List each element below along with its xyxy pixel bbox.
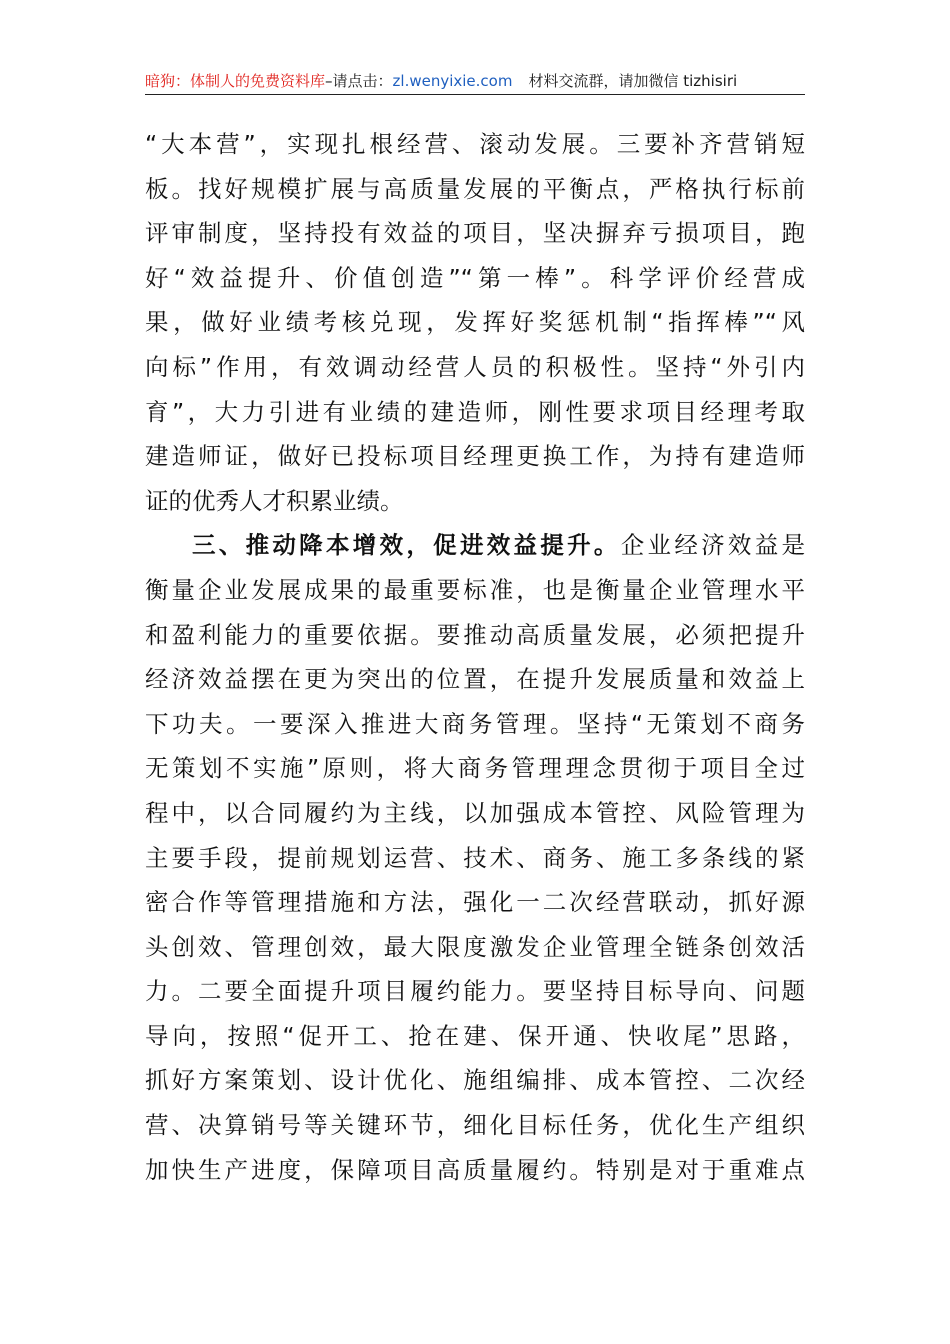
- text-line: 向标”作用，有效调动经营人员的积极性。坚持“外引内: [145, 352, 805, 381]
- paragraph-2: [145, 523, 805, 1192]
- text-line: 抓好方案策划、设计优化、施组编排、成本管控、二次经: [145, 1066, 805, 1095]
- paragraph-1: [145, 122, 805, 523]
- section-heading: 三、推动降本增效，促进效益提升。: [192, 531, 621, 560]
- header-site-name: 暗狗：体制人的免费资料库: [145, 72, 326, 90]
- header-contact: 材料交流群，请加微信 tizhisiri: [528, 72, 738, 90]
- text-line: 育”，大力引进有业绩的建造师，刚性要求项目经理考取: [145, 397, 805, 426]
- heading-continuation: 企业经济效益是: [620, 531, 806, 560]
- text-line: 建造师证，做好已投标项目经理更换工作，为持有建造师: [145, 442, 805, 471]
- text-line: 加快生产进度，保障项目高质量履约。特别是对于重难点: [145, 1155, 805, 1184]
- text-line: 主要手段，提前规划运营、技术、商务、施工多条线的紧: [145, 843, 805, 872]
- text-line: 无策划不实施”原则，将大商务管理理念贯彻于项目全过: [145, 754, 805, 783]
- text-line: “大本营”，实现扎根经营、滚动发展。三要补齐营销短: [145, 130, 805, 158]
- header-click-prompt: –请点击：: [325, 72, 393, 90]
- text-line: 经济效益摆在更为突出的位置，在提升发展质量和效益上: [145, 665, 805, 694]
- header-divider: [145, 94, 805, 95]
- text-line: 果，做好业绩考核兑现，发挥好奖惩机制“指挥棒”“风: [145, 308, 805, 337]
- text-line: 衡量企业发展成果的最重要标准，也是衡量企业管理水平: [145, 575, 805, 604]
- text-line: 导向，按照“促开工、抢在建、保开通、快收尾”思路，: [145, 1021, 805, 1050]
- text-line: 密合作等管理措施和方法，强化一二次经营联动，抓好源: [145, 888, 805, 917]
- text-line: 头创效、管理创效，最大限度激发企业管理全链条创效活: [145, 932, 805, 961]
- text-line: 下功夫。一要深入推进大商务管理。坚持“无策划不商务: [145, 709, 805, 738]
- text-line: 力。二要全面提升项目履约能力。要坚持目标导向、问题: [145, 977, 805, 1006]
- text-line: 和盈利能力的重要依据。要推动高质量发展，必须把提升: [145, 620, 805, 649]
- header-url-link[interactable]: zl.wenyixie.com: [392, 72, 513, 90]
- text-line: 营、决算销号等关键环节，细化目标任务，优化生产组织: [145, 1111, 805, 1140]
- text-line: 程中，以合同履约为主线，以加强成本管控、风险管理为: [145, 798, 805, 827]
- text-line: 证的优秀人才积累业绩。: [145, 486, 404, 515]
- text-line: 板。找好规模扩展与高质量发展的平衡点，严格执行标前: [145, 174, 805, 203]
- page-header: [145, 68, 805, 94]
- text-line: 评审制度，坚持投有效益的项目，坚决摒弃亏损项目，跑: [145, 219, 805, 248]
- document-body: [145, 122, 805, 1192]
- paragraph-first-line: [145, 523, 805, 568]
- text-line: 好“效益提升、价值创造”“第一棒”。科学评价经营成: [145, 263, 805, 292]
